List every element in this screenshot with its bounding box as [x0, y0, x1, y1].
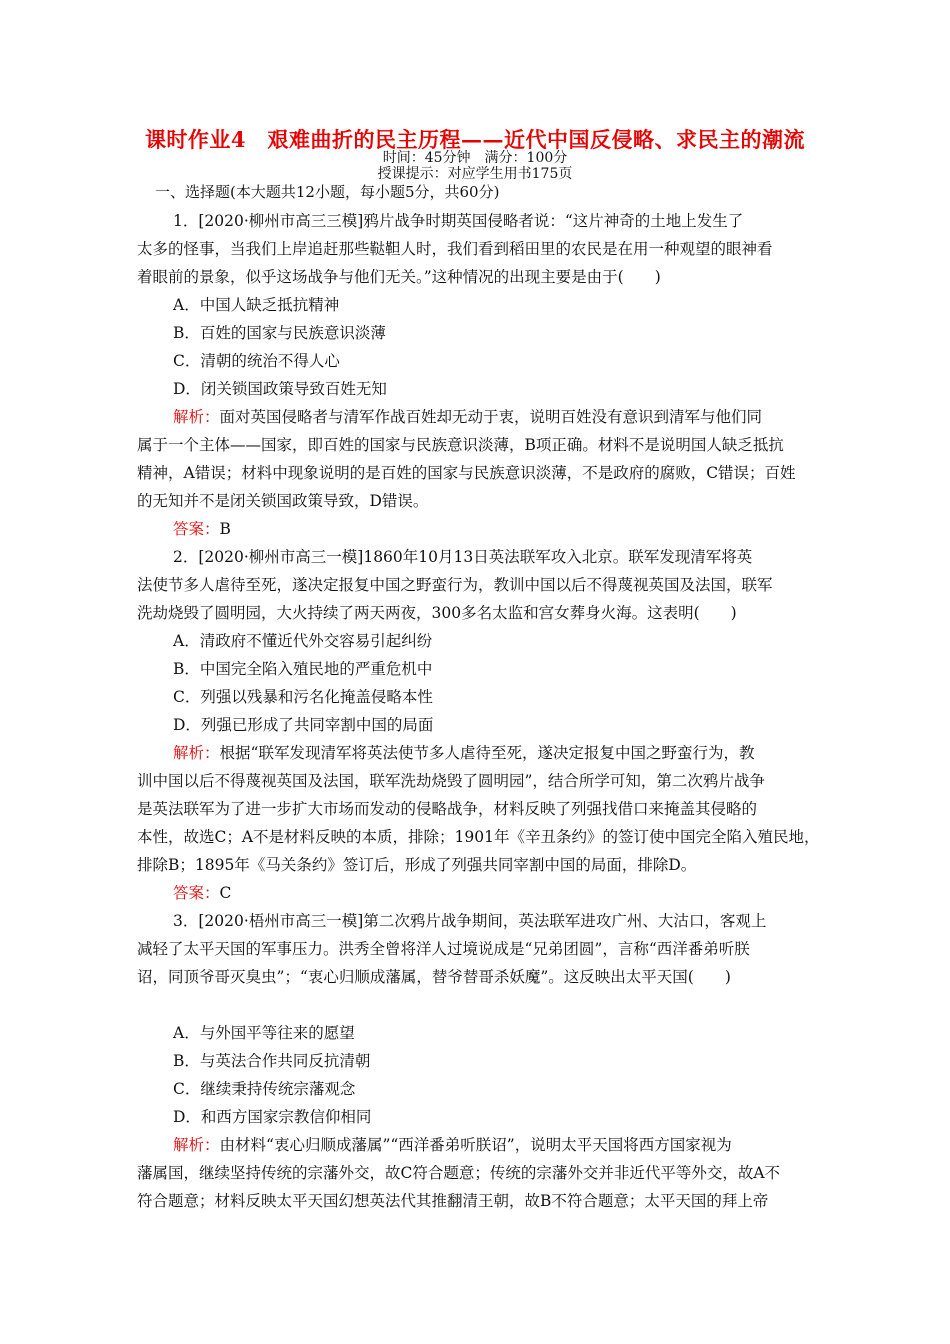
answer-label: 答案： — [173, 520, 220, 538]
q3-option-c: C．继续秉持传统宗藩观念 — [173, 1080, 356, 1098]
answer-value: C — [219, 884, 232, 902]
q2-option-b: B．中国完全陷入殖民地的严重危机中 — [173, 660, 433, 678]
page-title: 课时作业4 艰难曲折的民主历程——近代中国反侵略、求民主的潮流 — [144, 127, 806, 152]
q1-option-d: D．闭关锁国政策导致百姓无知 — [173, 380, 387, 398]
q3-analysis-line: 藩属国，继续坚持传统的宗藩外交，故C符合题意；传统的宗藩外交并非近代平等外交，故A不 — [137, 1164, 781, 1182]
q3-option-a: A．与外国平等往来的愿望 — [173, 1024, 355, 1042]
q3-analysis-first-line — [173, 1135, 853, 1155]
q1-stem-line: 着眼前的景象，似乎这场战争与他们无关。”这种情况的出现主要是由于( ) — [137, 268, 661, 286]
q2-analysis-line: 训中国以后不得蔑视英国及法国，联军洗劫烧毁了圆明园”，结合所学可知，第二次鸦片战争 — [137, 772, 765, 790]
q3-analysis-line: 符合题意；材料反映太平天国幻想英法代其推翻清王朝，故B不符合题意；太平天国的拜上帝 — [137, 1192, 769, 1210]
q1-option-a: A．中国人缺乏抵抗精神 — [173, 296, 340, 314]
q2-option-a: A．清政府不懂近代外交容易引起纠纷 — [173, 632, 433, 650]
q1-analysis-line: 精神，A错误；材料中现象说明的是百姓的国家与民族意识淡薄，不是政府的腐败，C错误；百姓 — [137, 464, 796, 482]
q1-stem-line: 1．[2020·柳州市高三三模]鸦片战争时期英国侵略者说：“这片神奇的土地上发生了 — [173, 212, 744, 230]
q1-option-b: B．百姓的国家与民族意识淡薄 — [173, 324, 386, 342]
q2-analysis-line: 本性，故选C；A不是材料反映的本质，排除；1901年《辛丑条约》的签订使中国完全陷入殖民地， — [137, 828, 820, 846]
q3-stem-line: 3．[2020·梧州市高三一模]第二次鸦片战争期间，英法联军进攻广州、大沽口，客观上 — [173, 912, 767, 930]
time-score: 时间：45分钟 满分：100分 — [382, 150, 568, 166]
q2-stem-line: 法使节多人虐待至死，遂决定报复中国之野蛮行为，教训中国以后不得蔑视英国及法国，联军 — [137, 576, 773, 594]
q3-option-d: D．和西方国家宗教信仰相同 — [173, 1108, 372, 1126]
q1-analysis-line: 的无知并不是闭关锁国政策导致，D错误。 — [137, 492, 429, 510]
q2-analysis-first-line — [173, 743, 853, 763]
q2-answer — [173, 883, 853, 903]
analysis-text: 由材料“衷心归顺成藩属”“西洋番弟听朕诏”，说明太平天国将西方国家视为 — [219, 1136, 732, 1154]
q2-stem-line: 洗劫烧毁了圆明园，大火持续了两天两夜，300多名太监和宫女葬身火海。这表明( ) — [137, 604, 737, 622]
answer-label: 答案： — [173, 884, 220, 902]
q3-stem-line: 诏，同顶爷哥灭臭虫”；“衷心归顺成藩属，替爷替哥杀妖魔”。这反映出太平天国( ) — [137, 968, 731, 986]
analysis-text: 面对英国侵略者与清军作战百姓却无动于衷，说明百姓没有意识到清军与他们同 — [219, 408, 763, 426]
section-heading: 一、选择题(本大题共12小题，每小题5分，共60分) — [155, 183, 500, 201]
q2-option-d: D．列强已形成了共同宰割中国的局面 — [173, 716, 434, 734]
answer-value: B — [219, 520, 231, 538]
q1-option-c: C．清朝的统治不得人心 — [173, 352, 340, 370]
q1-analysis-first-line — [173, 407, 853, 427]
q2-option-c: C．列强以残暴和污名化掩盖侵略本性 — [173, 688, 433, 706]
q3-stem-line: 减轻了太平天国的军事压力。洪秀全曾将洋人过境说成是“兄弟团圆”，言称“西洋番弟听朕 — [137, 940, 750, 958]
q1-answer — [173, 519, 853, 539]
q2-analysis-line: 是英法联军为了进一步扩大市场而发动的侵略战争，材料反映了列强找借口来掩盖其侵略的 — [137, 800, 758, 818]
q2-stem-line: 2．[2020·柳州市高三一模]1860年10月13日英法联军攻入北京。联军发现清军将英 — [173, 548, 753, 566]
q2-analysis-line: 排除B；1895年《马关条约》签订后，形成了列强共同宰割中国的局面，排除D。 — [137, 856, 697, 874]
q1-analysis-line: 属于一个主体——国家，即百姓的国家与民族意识淡薄，B项正确。材料不是说明国人缺乏抵抗 — [137, 436, 784, 454]
analysis-label: 解析： — [173, 744, 220, 762]
analysis-text: 根据“联军发现清军将英法使节多人虐待至死，遂决定报复中国之野蛮行为，教 — [219, 744, 755, 762]
analysis-label: 解析： — [173, 1136, 220, 1154]
q3-option-b: B．与英法合作共同反抗清朝 — [173, 1052, 371, 1070]
q1-stem-line: 太多的怪事，当我们上岸追赶那些鞑靼人时，我们看到稻田里的农民是在用一种观望的眼神看 — [137, 240, 773, 258]
hint-line: 授课提示：对应学生用书175页 — [377, 166, 573, 182]
analysis-label: 解析： — [173, 408, 220, 426]
